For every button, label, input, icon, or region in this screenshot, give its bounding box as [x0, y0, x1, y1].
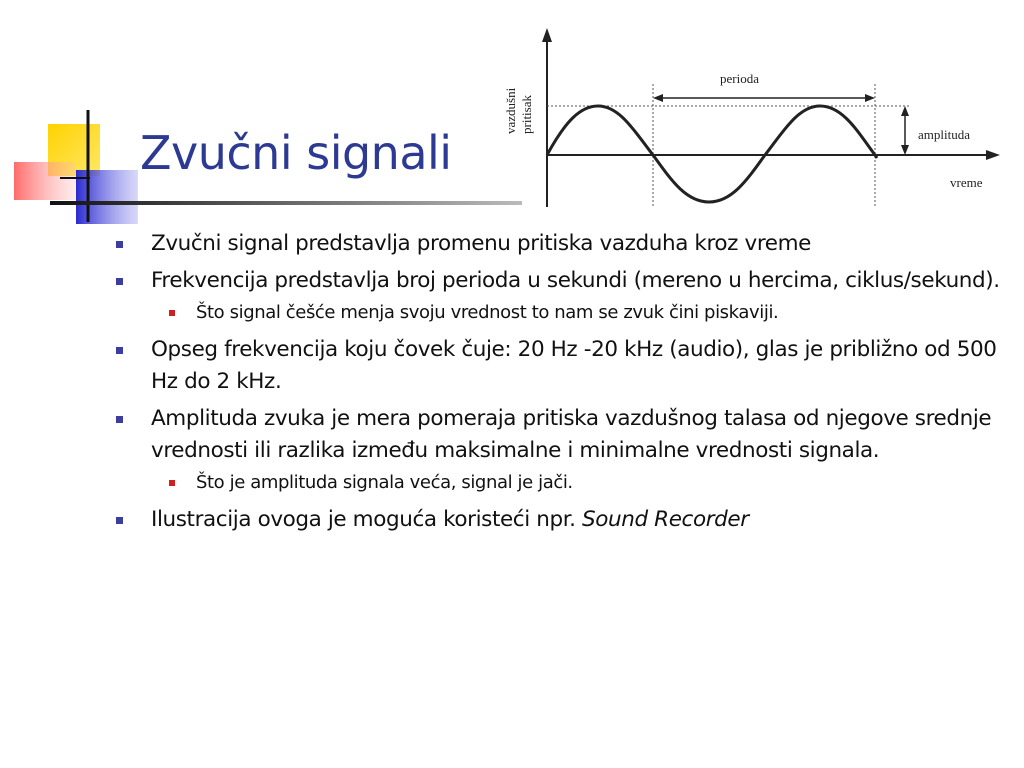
sub-bullet-marker [169, 310, 175, 316]
sound-wave-diagram [485, 22, 1005, 217]
bullet-marker [116, 278, 123, 285]
bullet-marker [116, 347, 123, 354]
sub-bullet-item: Što je amplituda signala veća, signal je jači. [110, 470, 1010, 496]
title-underline [50, 201, 522, 205]
pressure-label-line1: vazdušni [503, 87, 518, 134]
bullet-marker [116, 517, 123, 524]
pressure-label-line2: pritisak [519, 95, 534, 134]
bullet-item: Zvučni signal predstavlja promenu pritiska vazduha kroz vreme [110, 228, 1010, 260]
period-label: perioda [720, 71, 759, 86]
y-axis-arrow [542, 28, 552, 42]
bullet-item: Opseg frekvencija koju čovek čuje: 20 Hz -20 kHz (audio), glas je približno od 500 Hz do 2 kHz. [110, 334, 1010, 398]
bullet-item: Frekvencija predstavlja broj perioda u sekundi (mereno u hercima, ciklus/sekund). [110, 265, 1010, 297]
bullet-item: Ilustracija ovoga je moguća koristeći npr. Sound Recorder [110, 504, 1010, 536]
bullet-marker [116, 416, 123, 423]
bullet-marker [116, 241, 123, 248]
amplitude-label: amplituda [918, 127, 970, 142]
sound-recorder-text: Sound Recorder [582, 507, 749, 532]
bullet-item: Amplituda zvuka je mera pomeraja pritiska vazdušnog talasa od njegove srednje vrednosti ili razlika između maksimalne i minimalne vrednosti signala. [110, 403, 1010, 467]
slide-title: Zvučni signali [140, 126, 452, 180]
sub-bullet-marker [169, 480, 175, 486]
sub-bullet-item: Što signal češće menja svoju vrednost to nam se zvuk čini piskaviji. [110, 300, 1010, 326]
bullet-list [110, 228, 1010, 541]
x-axis-arrow [986, 150, 1000, 160]
decorative-logo-squares [0, 0, 140, 230]
time-label: vreme [950, 175, 983, 190]
